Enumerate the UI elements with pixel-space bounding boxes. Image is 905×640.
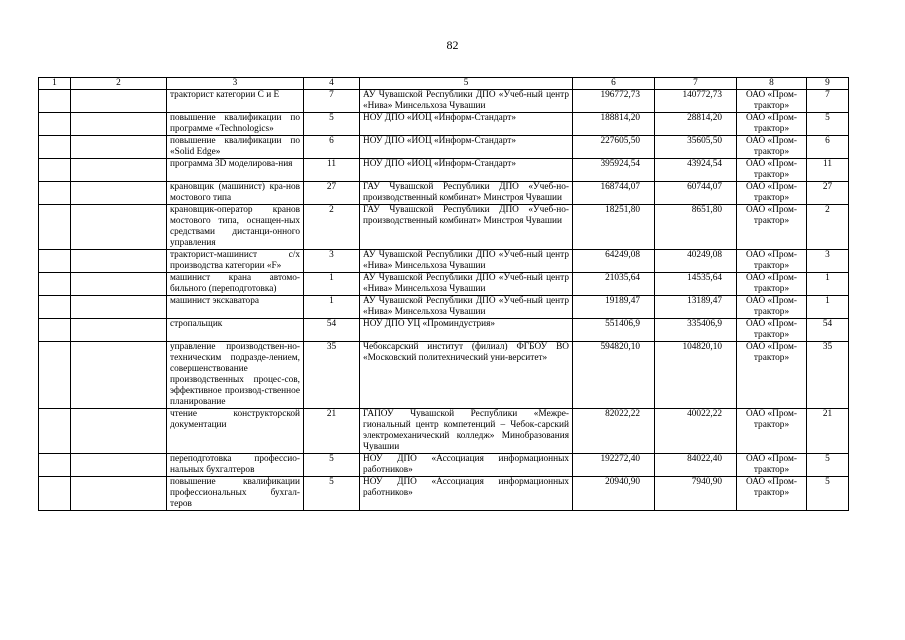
table-row bbox=[39, 205, 849, 250]
table-row bbox=[39, 136, 849, 159]
cell-col1 bbox=[39, 477, 71, 511]
header-cell: 9 bbox=[807, 78, 849, 90]
cell-organization: НОУ ДПО «ИОЦ «Информ-Стандарт» bbox=[360, 113, 573, 136]
cell-count: 54 bbox=[304, 319, 360, 342]
cell-profession: управление производствен-но-техническим подразде-лением, совершенствование производственных процес-сов, эффективное производ-ственное планирование bbox=[167, 342, 304, 409]
cell-count: 7 bbox=[304, 90, 360, 113]
cell-profession: переподготовка профессио-нальных бухгалтеров bbox=[167, 454, 304, 477]
cell-col2 bbox=[71, 205, 167, 250]
cell-col9: 11 bbox=[807, 159, 849, 182]
table-row bbox=[39, 182, 849, 205]
cell-employer: ОАО «Пром-трактор» bbox=[737, 205, 807, 250]
cell-employer: ОАО «Пром-трактор» bbox=[737, 273, 807, 296]
cell-col1 bbox=[39, 113, 71, 136]
cell-profession: повышение квалификации по программе «Technologics» bbox=[167, 113, 304, 136]
cell-col9: 1 bbox=[807, 273, 849, 296]
cell-col1 bbox=[39, 273, 71, 296]
cell-organization: Чебоксарский институт (филиал) ФГБОУ ВО «Московский политехнический уни-верситет» bbox=[360, 342, 573, 409]
cell-count: 5 bbox=[304, 454, 360, 477]
cell-employer: ОАО «Пром-трактор» bbox=[737, 342, 807, 409]
table-row bbox=[39, 90, 849, 113]
cell-cost-total: 168744,07 bbox=[573, 182, 655, 205]
table-row bbox=[39, 319, 849, 342]
cell-cost-subsidy: 43924,54 bbox=[655, 159, 737, 182]
cell-col2 bbox=[71, 159, 167, 182]
cell-profession: чтение конструкторской документации bbox=[167, 409, 304, 454]
cell-col9: 5 bbox=[807, 454, 849, 477]
cell-cost-total: 18251,80 bbox=[573, 205, 655, 250]
cell-col1 bbox=[39, 319, 71, 342]
cell-employer: ОАО «Пром-трактор» bbox=[737, 159, 807, 182]
cell-organization: НОУ ДПО УЦ «Проминдустрия» bbox=[360, 319, 573, 342]
cell-col1 bbox=[39, 136, 71, 159]
cell-cost-subsidy: 13189,47 bbox=[655, 296, 737, 319]
cell-col9: 5 bbox=[807, 477, 849, 511]
header-cell: 3 bbox=[167, 78, 304, 90]
cell-organization: АУ Чувашской Республики ДПО «Учеб-ный центр «Нива» Минсельхоза Чувашии bbox=[360, 250, 573, 273]
cell-employer: ОАО «Пром-трактор» bbox=[737, 90, 807, 113]
cell-profession: повышение квалификации по «Solid Edge» bbox=[167, 136, 304, 159]
cell-cost-subsidy: 335406,9 bbox=[655, 319, 737, 342]
header-cell: 5 bbox=[360, 78, 573, 90]
table-row bbox=[39, 273, 849, 296]
cell-cost-total: 551406,9 bbox=[573, 319, 655, 342]
cell-count: 6 bbox=[304, 136, 360, 159]
cell-col1 bbox=[39, 342, 71, 409]
cell-profession: крановщик (машинист) кра-нов мостового типа bbox=[167, 182, 304, 205]
table-body bbox=[39, 78, 849, 511]
table-row bbox=[39, 477, 849, 511]
table-row bbox=[39, 113, 849, 136]
cell-employer: ОАО «Пром-трактор» bbox=[737, 477, 807, 511]
cell-cost-subsidy: 14535,64 bbox=[655, 273, 737, 296]
cell-organization: НОУ ДПО «Ассоциация информационных работников» bbox=[360, 454, 573, 477]
cell-employer: ОАО «Пром-трактор» bbox=[737, 136, 807, 159]
cell-profession: стропальщик bbox=[167, 319, 304, 342]
cell-cost-subsidy: 8651,80 bbox=[655, 205, 737, 250]
cell-organization: АУ Чувашской Республики ДПО «Учеб-ный центр «Нива» Минсельхоза Чувашии bbox=[360, 296, 573, 319]
cell-employer: ОАО «Пром-трактор» bbox=[737, 409, 807, 454]
cell-cost-subsidy: 40022,22 bbox=[655, 409, 737, 454]
cell-organization: НОУ ДПО «ИОЦ «Информ-Стандарт» bbox=[360, 159, 573, 182]
cell-col9: 21 bbox=[807, 409, 849, 454]
cell-col2 bbox=[71, 296, 167, 319]
cell-count: 27 bbox=[304, 182, 360, 205]
cell-employer: ОАО «Пром-трактор» bbox=[737, 296, 807, 319]
table-header-row bbox=[39, 78, 849, 90]
header-cell: 2 bbox=[71, 78, 167, 90]
table-row bbox=[39, 250, 849, 273]
cell-col9: 35 bbox=[807, 342, 849, 409]
cell-cost-subsidy: 84022,40 bbox=[655, 454, 737, 477]
cell-employer: ОАО «Пром-трактор» bbox=[737, 250, 807, 273]
cell-organization: АУ Чувашской Республики ДПО «Учеб-ный центр «Нива» Минсельхоза Чувашии bbox=[360, 90, 573, 113]
cell-cost-subsidy: 7940,90 bbox=[655, 477, 737, 511]
table-row bbox=[39, 159, 849, 182]
cell-cost-subsidy: 104820,10 bbox=[655, 342, 737, 409]
cell-cost-total: 20940,90 bbox=[573, 477, 655, 511]
cell-col2 bbox=[71, 90, 167, 113]
cell-profession: машинист крана автомо-бильного (переподготовка) bbox=[167, 273, 304, 296]
cell-col2 bbox=[71, 342, 167, 409]
cell-col9: 54 bbox=[807, 319, 849, 342]
cell-col2 bbox=[71, 319, 167, 342]
header-cell: 7 bbox=[655, 78, 737, 90]
cell-profession: тракторист категории С и Е bbox=[167, 90, 304, 113]
cell-cost-total: 21035,64 bbox=[573, 273, 655, 296]
cell-employer: ОАО «Пром-трактор» bbox=[737, 454, 807, 477]
cell-cost-total: 82022,22 bbox=[573, 409, 655, 454]
cell-profession: повышение квалификации профессиональных бухгал-теров bbox=[167, 477, 304, 511]
cell-col9: 3 bbox=[807, 250, 849, 273]
cell-profession: программа 3D моделирова-ния bbox=[167, 159, 304, 182]
cell-col9: 7 bbox=[807, 90, 849, 113]
cell-cost-total: 594820,10 bbox=[573, 342, 655, 409]
table-row bbox=[39, 409, 849, 454]
cell-cost-subsidy: 35605,50 bbox=[655, 136, 737, 159]
cell-col1 bbox=[39, 296, 71, 319]
cell-organization: ГАПОУ Чувашской Республики «Межре-гиональный центр компетенций – Чебок-сарский электромеханический колледж» Минобразования Чувашии bbox=[360, 409, 573, 454]
cell-col2 bbox=[71, 113, 167, 136]
cell-count: 2 bbox=[304, 205, 360, 250]
cell-col1 bbox=[39, 159, 71, 182]
cell-col2 bbox=[71, 477, 167, 511]
cell-col9: 5 bbox=[807, 113, 849, 136]
cell-organization: НОУ ДПО «Ассоциация информационных работников» bbox=[360, 477, 573, 511]
cell-employer: ОАО «Пром-трактор» bbox=[737, 113, 807, 136]
cell-cost-subsidy: 40249,08 bbox=[655, 250, 737, 273]
cell-cost-subsidy: 140772,73 bbox=[655, 90, 737, 113]
cell-col2 bbox=[71, 182, 167, 205]
header-cell: 8 bbox=[737, 78, 807, 90]
table-row bbox=[39, 342, 849, 409]
cell-col1 bbox=[39, 182, 71, 205]
cell-cost-total: 196772,73 bbox=[573, 90, 655, 113]
cell-profession: крановщик-оператор кранов мостового типа, оснащен-ных средствами дистанци-онного управления bbox=[167, 205, 304, 250]
cell-count: 21 bbox=[304, 409, 360, 454]
cell-col2 bbox=[71, 250, 167, 273]
cell-col9: 1 bbox=[807, 296, 849, 319]
cell-col1 bbox=[39, 250, 71, 273]
cell-profession: машинист экскаватора bbox=[167, 296, 304, 319]
cell-employer: ОАО «Пром-трактор» bbox=[737, 182, 807, 205]
cell-profession: тракторист-машинист с/х производства категории «F» bbox=[167, 250, 304, 273]
cell-cost-subsidy: 60744,07 bbox=[655, 182, 737, 205]
cell-organization: НОУ ДПО «ИОЦ «Информ-Стандарт» bbox=[360, 136, 573, 159]
cell-cost-total: 227605,50 bbox=[573, 136, 655, 159]
cell-col9: 6 bbox=[807, 136, 849, 159]
table-row bbox=[39, 454, 849, 477]
cell-cost-total: 395924,54 bbox=[573, 159, 655, 182]
cell-count: 5 bbox=[304, 477, 360, 511]
cell-count: 1 bbox=[304, 273, 360, 296]
cell-cost-subsidy: 28814,20 bbox=[655, 113, 737, 136]
cell-col2 bbox=[71, 136, 167, 159]
cell-count: 3 bbox=[304, 250, 360, 273]
header-cell: 4 bbox=[304, 78, 360, 90]
cell-col1 bbox=[39, 454, 71, 477]
cell-col2 bbox=[71, 409, 167, 454]
cell-count: 11 bbox=[304, 159, 360, 182]
cell-employer: ОАО «Пром-трактор» bbox=[737, 319, 807, 342]
cell-cost-total: 192272,40 bbox=[573, 454, 655, 477]
header-cell: 1 bbox=[39, 78, 71, 90]
cell-col9: 27 bbox=[807, 182, 849, 205]
cell-col1 bbox=[39, 409, 71, 454]
page-number: 82 bbox=[446, 38, 459, 52]
cell-cost-total: 188814,20 bbox=[573, 113, 655, 136]
cell-cost-total: 19189,47 bbox=[573, 296, 655, 319]
cell-count: 1 bbox=[304, 296, 360, 319]
cell-count: 35 bbox=[304, 342, 360, 409]
cell-col2 bbox=[71, 454, 167, 477]
cell-col9: 2 bbox=[807, 205, 849, 250]
cell-organization: ГАУ Чувашской Республики ДПО «Учеб-но-производственный комбинат» Минстроя Чувашии bbox=[360, 205, 573, 250]
table-row bbox=[39, 296, 849, 319]
cell-cost-total: 64249,08 bbox=[573, 250, 655, 273]
cell-organization: АУ Чувашской Республики ДПО «Учеб-ный центр «Нива» Минсельхоза Чувашии bbox=[360, 273, 573, 296]
cell-col1 bbox=[39, 90, 71, 113]
cell-count: 5 bbox=[304, 113, 360, 136]
cell-organization: ГАУ Чувашской Республики ДПО «Учеб-но-производственный комбинат» Минстроя Чувашии bbox=[360, 182, 573, 205]
training-table bbox=[38, 77, 849, 511]
cell-col1 bbox=[39, 205, 71, 250]
cell-col2 bbox=[71, 273, 167, 296]
header-cell: 6 bbox=[573, 78, 655, 90]
